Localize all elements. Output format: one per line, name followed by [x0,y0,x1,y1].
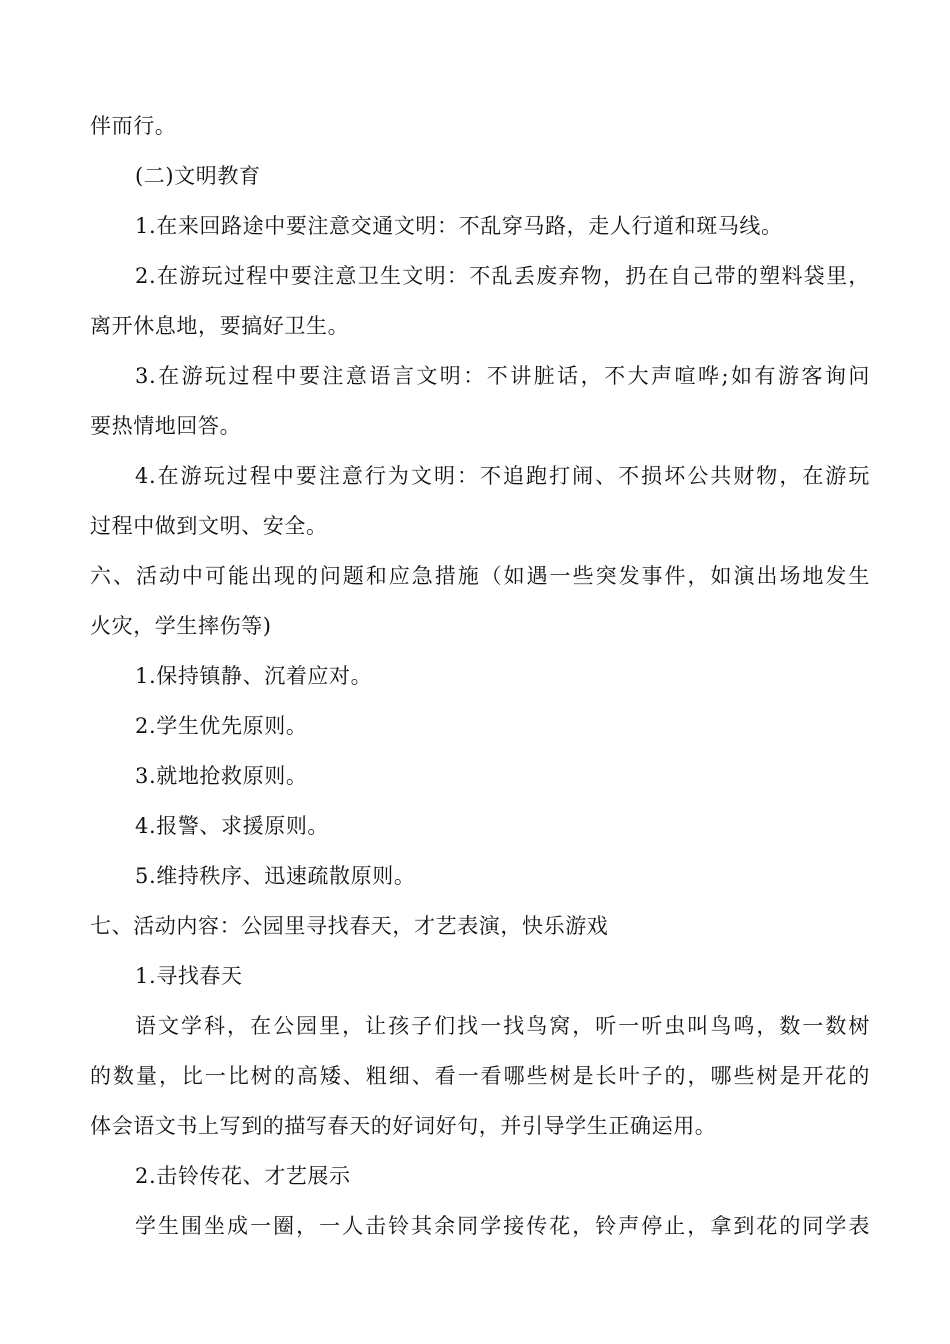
list-item: 4.报警、求援原则。 [135,814,330,838]
text-line: 学生围坐成一圈，一人击铃其余同学接传花，铃声停止，拿到花的同学表 [135,1214,870,1238]
list-item: 1.保持镇静、沉着应对。 [135,664,373,688]
text-line: 离开休息地，要搞好卫生。 [90,314,350,338]
subsection-heading: 1.寻找春天 [135,964,243,988]
text-line: 3.在游玩过程中要注意语言文明：不讲脏话，不大声喧哗;如有游客询问 [135,364,870,388]
text-line: 体会语文书上写到的描写春天的好词好句，并引导学生正确运用。 [90,1114,717,1138]
text-line: 伴而行。 [90,114,177,138]
text-line: 4.在游玩过程中要注意行为文明：不追跑打闹、不损坏公共财物，在游玩 [135,464,870,488]
text-line: 1.在来回路途中要注意交通文明：不乱穿马路，走人行道和斑马线。 [135,214,783,238]
list-item: 2.学生优先原则。 [135,714,308,738]
text-line: 的数量，比一比树的高矮、粗细、看一看哪些树是长叶子的，哪些树是开花的 [90,1064,870,1088]
text-line: 语文学科，在公园里，让孩子们找一找鸟窝，听一听虫叫鸟鸣，数一数树 [135,1014,870,1038]
list-item: 3.就地抢救原则。 [135,764,308,788]
section-heading: 六、活动中可能出现的问题和应急措施（如遇一些突发事件，如演出场地发生 [90,564,870,588]
text-line: 过程中做到文明、安全。 [90,514,328,538]
subsection-heading: 2.击铃传花、才艺展示 [135,1164,351,1188]
section-heading: (二)文明教育 [135,164,261,188]
section-heading: 七、活动内容：公园里寻找春天，才艺表演，快乐游戏 [90,914,609,938]
text-line: 要热情地回答。 [90,414,242,438]
text-line: 2.在游玩过程中要注意卫生文明：不乱丢废弃物，扔在自己带的塑料袋里， [135,264,870,288]
list-item: 5.维持秩序、迅速疏散原则。 [135,864,416,888]
text-line: 火灾，学生摔伤等) [90,614,272,638]
